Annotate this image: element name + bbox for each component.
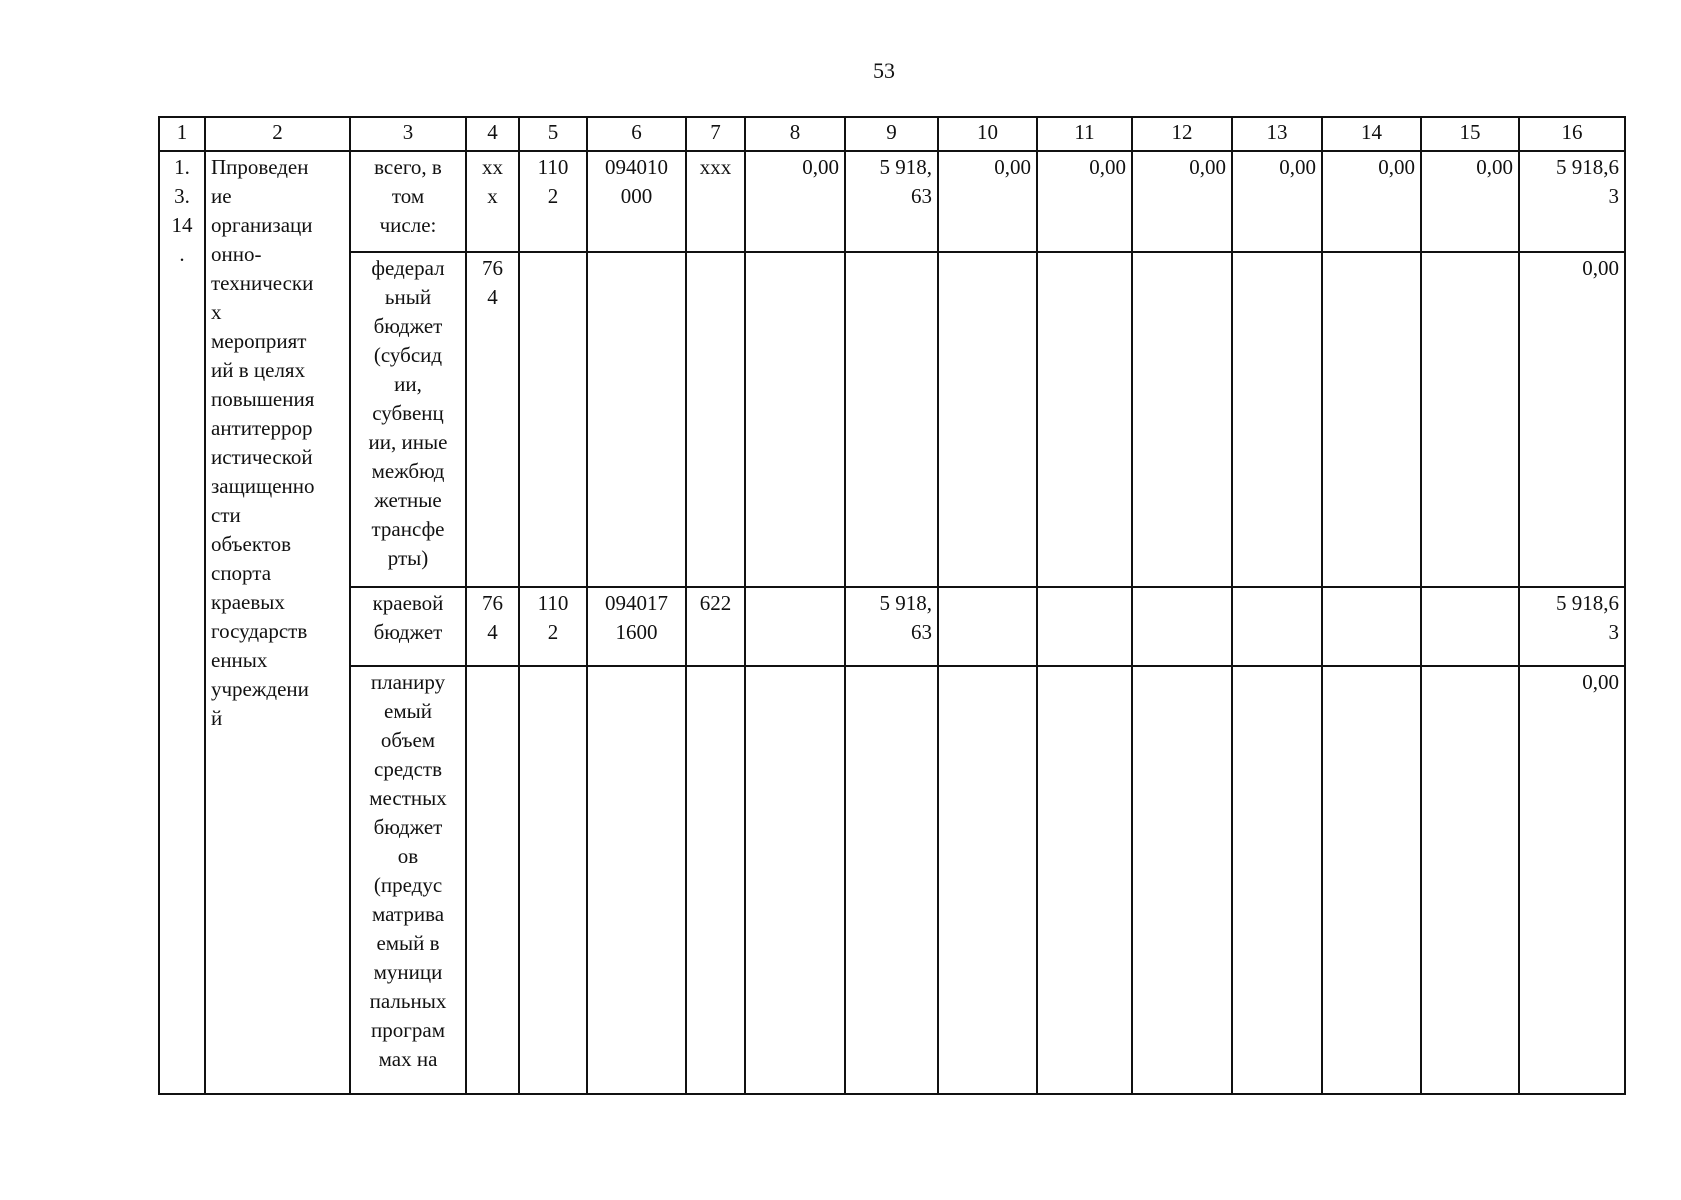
- table-cell: [745, 252, 845, 587]
- table-cell: [745, 666, 845, 1094]
- table-cell: [1232, 252, 1322, 587]
- table-cell: [845, 252, 938, 587]
- column-number-cell: 13: [1232, 117, 1322, 151]
- column-number-cell: 14: [1322, 117, 1421, 151]
- column-number-cell: 6: [587, 117, 686, 151]
- column-number-cell: 12: [1132, 117, 1232, 151]
- table-cell: [1421, 666, 1519, 1094]
- table-cell: 094010 000: [587, 151, 686, 252]
- table-cell: [519, 252, 587, 587]
- table-row-total: [159, 151, 1625, 252]
- table-cell: [1037, 587, 1132, 666]
- funding-source-cell: федерал ьный бюджет (субсид ии, субвенц ии, иные межбюд жетные трансфе рты): [350, 252, 466, 587]
- table-cell: 094017 1600: [587, 587, 686, 666]
- table-cell: [519, 666, 587, 1094]
- column-number-cell: 7: [686, 117, 745, 151]
- table-cell: [587, 252, 686, 587]
- table-cell: 0,00: [938, 151, 1037, 252]
- table-cell: [938, 587, 1037, 666]
- table-cell: 0,00: [1519, 252, 1625, 587]
- table-cell: 110 2: [519, 151, 587, 252]
- column-number-cell: 11: [1037, 117, 1132, 151]
- table-cell: 5 918,6 3: [1519, 587, 1625, 666]
- table-cell: [1037, 666, 1132, 1094]
- table-cell: [466, 666, 519, 1094]
- column-number-cell: 10: [938, 117, 1037, 151]
- table-cell: [1322, 252, 1421, 587]
- table-cell: 0,00: [1232, 151, 1322, 252]
- table-cell: [686, 666, 745, 1094]
- table-cell: 5 918, 63: [845, 587, 938, 666]
- table-cell: [938, 252, 1037, 587]
- budget-table: [158, 116, 1626, 1095]
- column-number-cell: 3: [350, 117, 466, 151]
- funding-source-cell: краевой бюджет: [350, 587, 466, 666]
- table-cell: 0,00: [745, 151, 845, 252]
- column-number-cell: 15: [1421, 117, 1519, 151]
- table-cell: 110 2: [519, 587, 587, 666]
- table-cell: 0,00: [1132, 151, 1232, 252]
- column-number-cell: 1: [159, 117, 205, 151]
- table-cell: [587, 666, 686, 1094]
- table-cell: [1322, 587, 1421, 666]
- table-cell: ххх: [686, 151, 745, 252]
- table-cell: [845, 666, 938, 1094]
- column-number-cell: 9: [845, 117, 938, 151]
- table-cell: 622: [686, 587, 745, 666]
- table-cell: [1421, 587, 1519, 666]
- table-cell: [1421, 252, 1519, 587]
- funding-source-cell: всего, в том числе:: [350, 151, 466, 252]
- table-cell: 76 4: [466, 587, 519, 666]
- table-cell: 0,00: [1037, 151, 1132, 252]
- table-cell: [1132, 252, 1232, 587]
- table-cell: [1322, 666, 1421, 1094]
- table-cell: [1132, 587, 1232, 666]
- column-number-cell: 4: [466, 117, 519, 151]
- column-number-cell: 2: [205, 117, 350, 151]
- column-number-cell: 5: [519, 117, 587, 151]
- table-cell: [1232, 587, 1322, 666]
- table-cell: хх х: [466, 151, 519, 252]
- table-row-regional: [159, 587, 1625, 666]
- table-cell: [1037, 252, 1132, 587]
- table-cell: 0,00: [1519, 666, 1625, 1094]
- table-row-federal: [159, 252, 1625, 587]
- table-cell: 76 4: [466, 252, 519, 587]
- column-number-cell: 8: [745, 117, 845, 151]
- table-row-local: [159, 666, 1625, 1094]
- table-cell: 0,00: [1322, 151, 1421, 252]
- table-cell: [1132, 666, 1232, 1094]
- column-number-row: [159, 117, 1625, 151]
- table-cell: [686, 252, 745, 587]
- table-cell: 5 918, 63: [845, 151, 938, 252]
- page-number: 53: [873, 58, 895, 83]
- funding-source-cell: планиру емый объем средств местных бюджет ов (предус матрива емый в муници пальных програм мах на: [350, 666, 466, 1094]
- item-number-cell: 1. 3. 14 .: [159, 151, 205, 1094]
- table-cell: [1232, 666, 1322, 1094]
- table-cell: [938, 666, 1037, 1094]
- table-cell: 0,00: [1421, 151, 1519, 252]
- item-name-cell: Ппроведен ие организаци онно- технически х мероприят ий в целях повышения антитеррор истической защищенно сти объектов спорта краевых государств енных учреждени й: [205, 151, 350, 1094]
- table-cell: 5 918,6 3: [1519, 151, 1625, 252]
- column-number-cell: 16: [1519, 117, 1625, 151]
- table-cell: [745, 587, 845, 666]
